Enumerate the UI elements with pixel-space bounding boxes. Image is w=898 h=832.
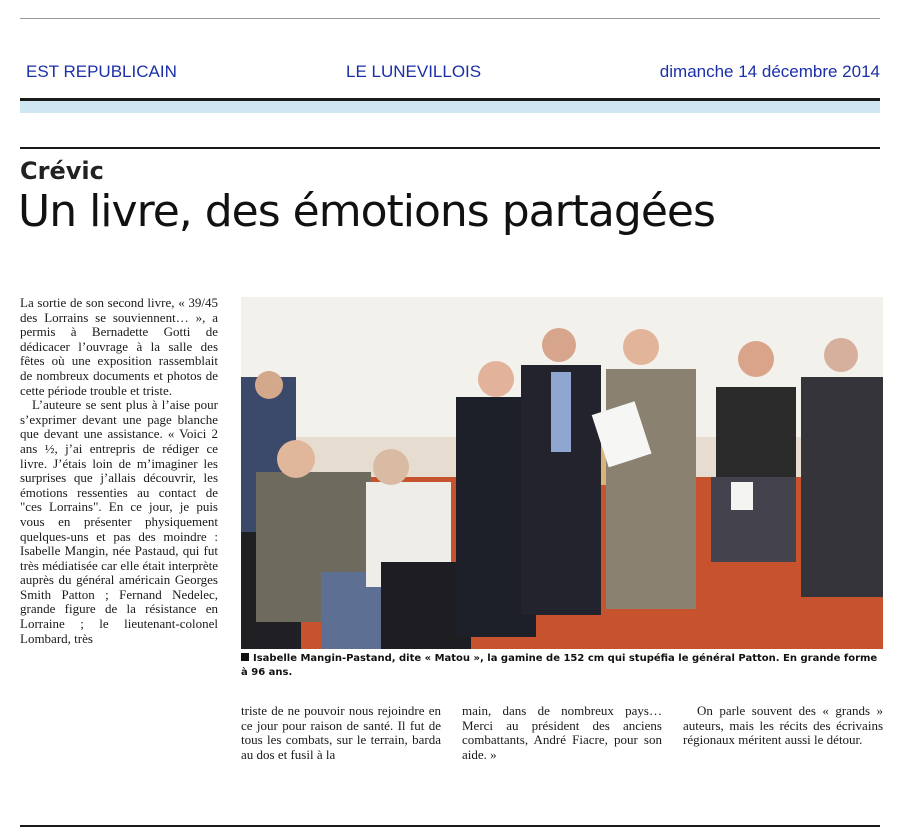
caption-text: Isabelle Mangin-Pastand, dite « Matou », la gamine de 152 cm qui stupéfia le général Patton. En grande forme à 96 ans. — [241, 653, 878, 678]
masthead-band — [20, 101, 880, 113]
bottom-rule — [20, 825, 880, 827]
paragraph: L’auteure se sent plus à l’aise pour s’exprimer devant une page blanche que devant une assistance. « Voici 2 ans ½, j’ai entrepris de rédiger ce livre. J’étais loin de m’imaginer les surprises que j’allais découvrir, les émotions ressenties au contact de "ces Lorrains". En ce jour, je puis vous en présenter physiquement quelques-uns et pas des moindre : Isabelle Mangin, née Pastaud, qui fut très médiatisée car elle était interprète auprès du général américain Georges Smith Patton ; Fernand Nedelec, grande figure de la résistance en Lorraine ; le lieutenant-colonel Lombard, très — [20, 397, 218, 646]
photo-illustration — [241, 297, 883, 649]
paragraph: main, dans de nombreux pays… Merci au président des anciens combattants, André Fiacre, pour son aide. » — [462, 703, 662, 762]
paragraph: On parle souvent des « grands » auteurs, mais les récits des écrivains régionaux méritent aussi le détour. — [683, 703, 883, 748]
article-column-2 — [241, 704, 441, 762]
article-column-3 — [462, 704, 662, 762]
edition-name: LE LUNEVILLOIS — [346, 62, 482, 81]
publication-date: dimanche 14 décembre 2014 — [659, 62, 880, 81]
paragraph: triste de ne pouvoir nous rejoindre en ce jour pour raison de santé. Il fut de tous les combats, sur le terrain, barda au dos et fusil à la — [241, 703, 441, 762]
paragraph: La sortie de son second livre, « 39/45 des Lorrains se souviennent… », a permis à Bernadette Gotti de dédicacer l’ouvrage à la salle des fêtes où une exposition rassemblait de nombreux documents et photos de cette période trouble et triste. — [20, 295, 218, 398]
article-column-4 — [683, 704, 883, 748]
top-rule — [20, 18, 880, 19]
article-kicker: Crévic — [20, 157, 104, 185]
article-headline: Un livre, des émotions partagées — [18, 186, 715, 237]
photo-caption — [241, 652, 881, 680]
caption-bullet — [241, 653, 249, 661]
newspaper-name: EST REPUBLICAIN — [26, 62, 177, 81]
article-top-rule — [20, 147, 880, 149]
article-photo — [241, 297, 883, 649]
masthead — [20, 62, 880, 92]
article-column-1 — [20, 296, 218, 646]
